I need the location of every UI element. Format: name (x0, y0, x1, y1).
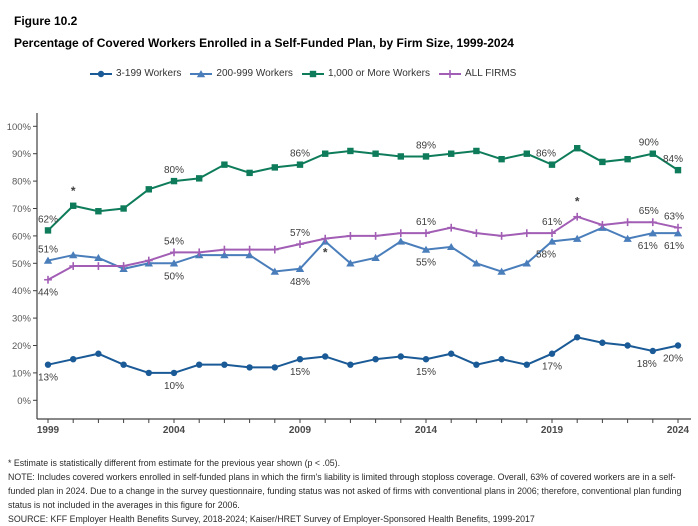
significance-asterisk: * (574, 194, 580, 209)
point-marker (372, 151, 378, 157)
data-label: 61% (637, 241, 658, 253)
point-marker (624, 342, 630, 348)
point-marker (310, 70, 316, 76)
point-marker (146, 186, 152, 192)
data-label: 17% (541, 361, 563, 373)
point-marker (322, 151, 328, 157)
data-label: 61% (663, 241, 685, 253)
significance-asterisk: * (70, 183, 76, 198)
point-marker (498, 356, 504, 362)
series-3 (38, 195, 684, 299)
point-marker (372, 356, 378, 362)
point-marker (574, 334, 580, 340)
point-marker (70, 203, 76, 209)
line-chart (0, 105, 698, 455)
legend-label: 3-199 Workers (116, 68, 182, 79)
y-tick-label: 20% (11, 341, 31, 352)
point-marker (650, 348, 656, 354)
legend-item-0 (90, 68, 181, 79)
point-marker (398, 153, 404, 159)
point-marker (524, 361, 530, 367)
data-label: 61% (415, 217, 437, 229)
y-tick-label: 80% (11, 176, 31, 188)
point-marker (297, 356, 303, 362)
y-tick-label: 90% (11, 149, 31, 161)
footnote-asterisk: * Estimate is statistically different from estimate for the previous year shown (p < .05). (8, 458, 341, 468)
point-marker (624, 156, 630, 162)
point-marker (397, 237, 405, 244)
x-tick-label: 2019 (540, 425, 564, 436)
x-tick-label: 1999 (36, 425, 60, 436)
point-marker (120, 205, 126, 211)
point-marker (95, 351, 101, 357)
point-marker (171, 370, 177, 376)
x-tick-label: 2014 (414, 425, 438, 436)
series-1 (38, 224, 684, 288)
legend-label: 200-999 Workers (216, 68, 293, 79)
point-marker (498, 156, 504, 162)
point-marker (171, 178, 177, 184)
point-marker (675, 167, 681, 173)
triangle-marker-icon (190, 69, 212, 79)
y-tick-label: 10% (11, 368, 31, 380)
point-marker (599, 159, 605, 165)
point-marker (524, 151, 530, 157)
y-tick-label: 30% (11, 313, 31, 325)
legend-item-1 (190, 68, 293, 79)
significance-asterisk: * (322, 245, 328, 260)
point-marker (347, 361, 353, 367)
data-label: 51% (37, 244, 59, 256)
y-tick-label: 70% (11, 204, 31, 215)
legend-label: ALL FIRMS (465, 68, 517, 79)
circle-marker-icon (90, 69, 112, 79)
y-tick-label: 100% (6, 121, 31, 133)
point-marker (196, 361, 202, 367)
data-label: 80% (163, 165, 185, 177)
point-marker (246, 364, 252, 370)
data-label: 20% (662, 353, 684, 365)
point-marker (45, 361, 51, 367)
point-marker (120, 361, 126, 367)
data-label: 84% (662, 154, 684, 166)
point-marker (95, 208, 101, 214)
data-label: 54% (163, 236, 185, 248)
data-label: 44% (37, 287, 59, 299)
data-label: 65% (638, 206, 659, 218)
legend-label: 1,000 or More Workers (327, 68, 431, 79)
data-label: 13% (37, 372, 59, 384)
point-marker (423, 356, 429, 362)
data-label: 18% (636, 358, 657, 370)
footnote-note: NOTE: Includes covered workers enrolled in self-funded plans in which the firm's liability is limited through stoploss coverage. Overall, 63% of covered workers are in a self-funded plan in 2024. Due to a change in the survey questionnaire, funding status was not asked of firms with conventional plans in 2006; therefore, conventional plan funding status is not included in the averages in this figure for 2006. (8, 472, 682, 510)
series-0 (38, 334, 683, 392)
point-marker (272, 164, 278, 170)
data-label: 61% (541, 217, 563, 229)
point-marker (70, 356, 76, 362)
footnote-source: SOURCE: KFF Employer Health Benefits Survey, 2018-2024; Kaiser/HRET Survey of Employer-Sponsored Health Benefits, 1999-2017 (8, 514, 535, 524)
point-marker (98, 70, 104, 76)
point-marker (448, 151, 454, 157)
point-marker (448, 351, 454, 357)
data-label: 58% (535, 249, 557, 261)
point-marker (675, 342, 681, 348)
point-marker (45, 227, 51, 233)
point-marker (196, 175, 202, 181)
point-marker (246, 170, 252, 176)
chart-area (0, 105, 698, 460)
point-marker (221, 161, 227, 167)
point-marker (549, 161, 555, 167)
data-label: 57% (289, 228, 311, 240)
y-tick-label: 40% (11, 286, 31, 298)
data-label: 62% (37, 214, 59, 226)
data-label: 86% (535, 148, 557, 160)
point-marker (146, 370, 152, 376)
square-marker-icon (302, 69, 324, 79)
data-label: 48% (289, 276, 311, 288)
figure-label: Figure 10.2 (14, 14, 78, 28)
point-marker (650, 151, 656, 157)
data-label: 50% (163, 271, 185, 283)
point-marker (221, 361, 227, 367)
data-label: 55% (415, 257, 437, 269)
series-line (48, 228, 678, 272)
point-marker (423, 153, 429, 159)
point-marker (272, 364, 278, 370)
data-label: 15% (415, 367, 437, 379)
point-marker (473, 361, 479, 367)
figure-title: Percentage of Covered Workers Enrolled in a Self-Funded Plan, by Firm Size, 1999-2024 (14, 36, 514, 50)
point-marker (322, 353, 328, 359)
x-tick-label: 2024 (666, 425, 690, 436)
y-tick-label: 60% (11, 231, 31, 243)
title-block (14, 14, 684, 50)
point-marker (297, 161, 303, 167)
point-marker (599, 340, 605, 346)
y-tick-label: 50% (11, 258, 31, 270)
legend-item-3 (439, 68, 516, 79)
point-marker (398, 353, 404, 359)
plus-marker-icon (439, 69, 461, 79)
point-marker (473, 148, 479, 154)
data-label: 86% (289, 148, 311, 160)
footnotes (8, 456, 692, 526)
series-line (48, 337, 678, 373)
data-label: 63% (663, 211, 685, 223)
legend-item-2 (302, 68, 430, 79)
point-marker (347, 148, 353, 154)
point-marker (549, 351, 555, 357)
chart-legend (90, 68, 516, 79)
x-tick-label: 2004 (162, 425, 186, 436)
data-label: 15% (289, 367, 311, 379)
x-tick-label: 2009 (288, 425, 312, 436)
data-label: 10% (163, 380, 185, 392)
data-label: 90% (638, 137, 659, 149)
y-tick-label: 0% (17, 395, 31, 407)
point-marker (574, 145, 580, 151)
data-label: 89% (415, 140, 437, 152)
